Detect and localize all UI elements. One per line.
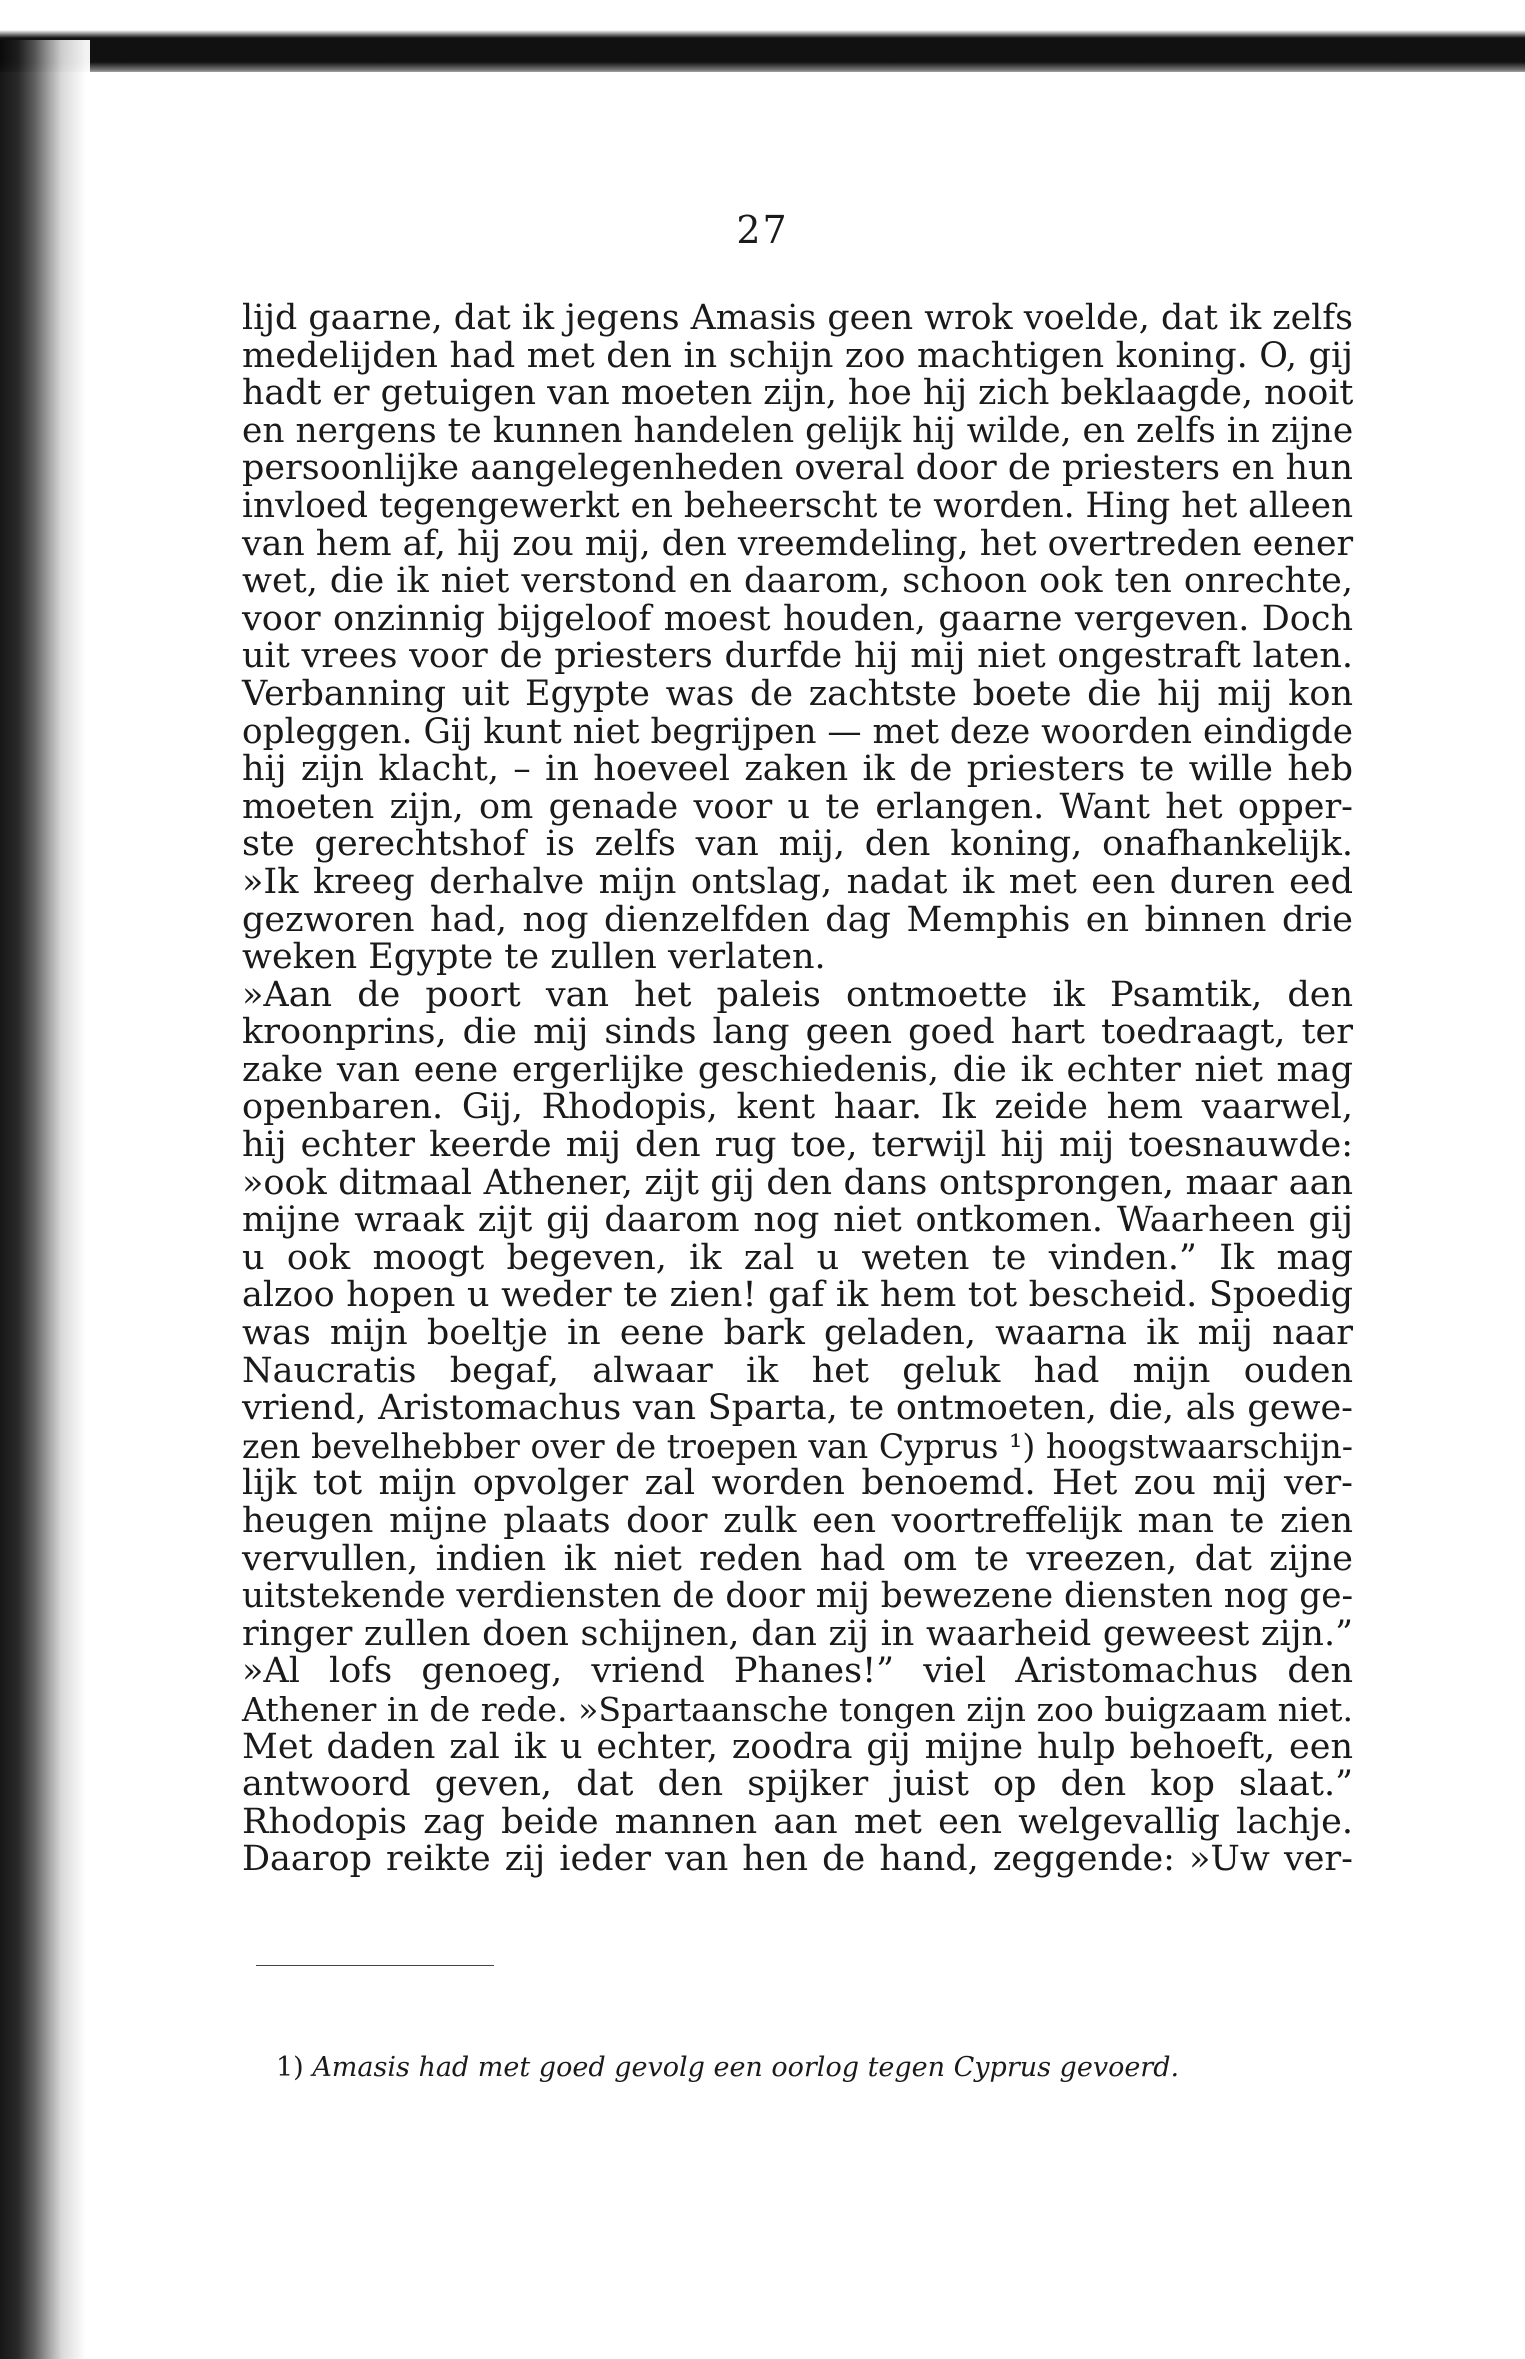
page-number: 27 [736, 208, 789, 252]
text-line: en nergens te kunnen handelen gelijk hij wilde, en zelfs in zijne [242, 410, 1354, 451]
text-line: gezworen had, nog dienzelfden dag Memphis en binnen drie [242, 899, 1353, 940]
text-line: Naucratis begaf, alwaar ik het geluk had mijn ouden [242, 1350, 1353, 1391]
footnote-separator [256, 1965, 494, 1966]
scan-binding-edge [0, 40, 90, 2359]
text-line: »Aan de poort van het paleis ontmoette ik Psamtik, den [242, 974, 1353, 1015]
text-line: Verbanning uit Egypte was de zachtste boete die hij mij kon [242, 673, 1353, 714]
text-line: invloed tegengewerkt en beheerscht te worden. Hing het alleen [242, 485, 1353, 526]
text-line: lijk tot mijn opvolger zal worden benoemd. Het zou mij ver- [242, 1463, 1353, 1504]
text-line: moeten zijn, om genade voor u te erlangen. Want het opper- [242, 786, 1353, 827]
text-line: persoonlijke aangelegenheden overal door de priesters en hun [242, 448, 1353, 489]
text-line: Met daden zal ik u echter, zoodra gij mijne hulp behoeft, een [242, 1726, 1353, 1767]
text-line: alzoo hopen u weder te zien! gaf ik hem tot bescheid. Spoedig [242, 1275, 1353, 1316]
text-line: openbaren. Gij, Rhodopis, kent haar. Ik zeide hem vaarwel, [242, 1087, 1353, 1128]
text-line: weken Egypte te zullen verlaten. [242, 937, 826, 978]
text-line: lijd gaarne, dat ik jegens Amasis geen wrok voelde, dat ik zelfs [242, 298, 1353, 338]
text-line: hij echter keerde mij den rug toe, terwijl hij mij toesnauwde: [242, 1125, 1353, 1166]
text-line: medelijden had met den in schijn zoo machtigen koning. O, gij [242, 335, 1353, 376]
text-line: antwoord geven, dat den spijker juist op den kop slaat.” [242, 1764, 1353, 1805]
text-line: uit vrees voor de priesters durfde hij mij niet ongestraft laten. [242, 636, 1353, 677]
footnote-text: Amasis had met goed gevolg een oorlog tegen Cyprus gevoerd. [312, 2052, 1180, 2083]
text-line: ringer zullen doen schijnen, dan zij in waarheid geweest zijn.” [242, 1613, 1353, 1654]
text-line: vervullen, indien ik niet reden had om te vreezen, dat zijne [242, 1538, 1353, 1579]
text-line: kroonprins, die mij sinds lang geen goed hart toedraagt, ter [242, 1012, 1353, 1053]
text-line: vriend, Aristomachus van Sparta, te ontmoeten, die, als gewe- [242, 1388, 1353, 1429]
text-line: »Ik kreeg derhalve mijn ontslag, nadat ik met een duren eed [242, 861, 1353, 902]
text-line: heugen mijne plaats door zulk een voortreffelijk man te zien [242, 1501, 1353, 1541]
text-line: hadt er getuigen van moeten zijn, hoe hij zich beklaagde, nooit [242, 373, 1354, 414]
text-line: was mijn boeltje in eene bark geladen, waarna ik mij naar [242, 1313, 1353, 1354]
text-line: Athener in de rede. »Spartaansche tongen zijn zoo buigzaam niet. [242, 1689, 1353, 1729]
text-line: mijne wraak zijt gij daarom nog niet ontkomen. Waarheen gij [242, 1200, 1353, 1241]
text-line: opleggen. Gij kunt niet begrijpen — met deze woorden eindigde [242, 711, 1353, 752]
footnote-marker: 1) [276, 2052, 304, 2083]
text-line: wet, die ik niet verstond en daarom, schoon ook ten onrechte, [242, 561, 1353, 602]
text-line: zen bevelhebber over de troepen van Cyprus ¹) hoogstwaarschijn- [242, 1426, 1353, 1466]
text-line: u ook moogt begeven, ik zal u weten te vinden.” Ik mag [242, 1237, 1353, 1278]
text-line: Rhodopis zag beide mannen aan met een welgevallig lachje. [242, 1801, 1353, 1842]
text-line: zake van eene ergerlijke geschiedenis, die ik echter niet mag [242, 1049, 1353, 1090]
scan-top-edge [0, 0, 1525, 72]
text-line: »Al lofs genoeg, vriend Phanes!” viel Aristomachus den [242, 1651, 1353, 1692]
footnote [276, 2052, 1179, 2083]
text-line: voor onzinnig bijgeloof moest houden, gaarne vergeven. Doch [242, 598, 1353, 639]
text-line: hij zijn klacht, – in hoeveel zaken ik de priesters te wille heb [242, 749, 1353, 790]
text-line: »ook ditmaal Athener, zijt gij den dans ontsprongen, maar aan [242, 1162, 1353, 1203]
body-text [242, 300, 1353, 1879]
text-line: Daarop reikte zij ieder van hen de hand, zeggende: »Uw ver- [242, 1839, 1353, 1880]
text-line: uitstekende verdiensten de door mij bewezene diensten nog ge- [242, 1576, 1354, 1617]
text-line: van hem af, hij zou mij, den vreemdeling, het overtreden eener [242, 523, 1354, 564]
text-line: ste gerechtshof is zelfs van mij, den koning, onafhankelijk. [242, 824, 1353, 865]
